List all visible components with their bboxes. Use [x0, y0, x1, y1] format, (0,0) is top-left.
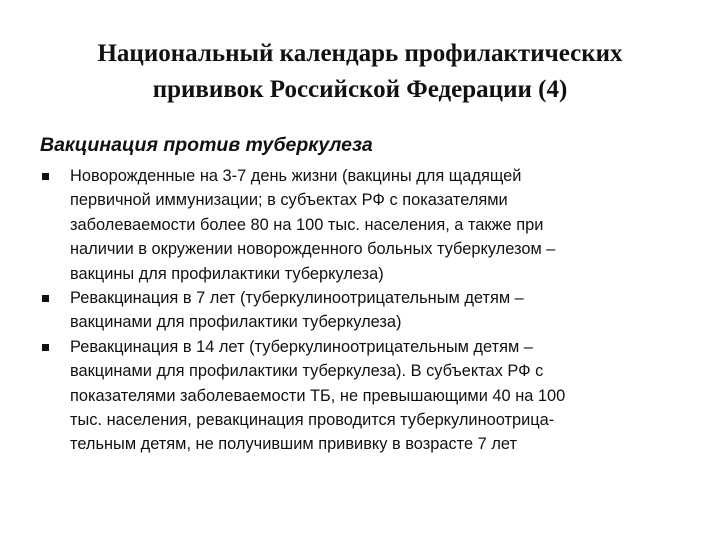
bullet-line: тельным детям, не получившим прививку в возрасте 7 лет — [70, 435, 517, 454]
bullet-line: заболеваемости более 80 на 100 тыс. населения, а также при — [70, 215, 544, 234]
bullet-line: вакцины для профилактики туберкулеза) — [70, 264, 384, 283]
bullet-line: наличии в окружении новорожденного больных туберкулезом – — [70, 240, 556, 259]
square-bullet-icon — [42, 295, 49, 302]
bullet-item — [40, 164, 700, 286]
slide-title — [40, 36, 680, 108]
bullet-line: показателями заболеваемости ТБ, не превышающими 40 на 100 — [70, 386, 566, 405]
bullet-text — [70, 286, 700, 335]
slide-subtitle: Вакцинация против туберкулеза — [40, 134, 373, 156]
bullet-line: вакцинами для профилактики туберкулеза) — [70, 313, 402, 332]
bullet-line: первичной иммунизации; в субъектах РФ с показателями — [70, 191, 508, 210]
slide-title-line: Национальный календарь профилактических — [97, 40, 623, 67]
bullet-text — [70, 164, 700, 286]
bullet-line: вакцинами для профилактики туберкулеза). В субъектах РФ с — [70, 362, 544, 381]
bullet-line: Новорожденные на 3-7 день жизни (вакцины для щадящей — [70, 167, 522, 185]
bullet-line: тыс. населения, ревакцинация проводится туберкулиноотрица- — [70, 411, 555, 430]
square-bullet-icon — [42, 173, 49, 180]
bullet-item — [40, 335, 700, 457]
bullet-line: Ревакцинация в 14 лет (туберкулиноотрицательным детям – — [70, 337, 533, 356]
bullet-text — [70, 335, 700, 457]
slide-title-line: прививок Российской Федерации (4) — [152, 76, 568, 103]
square-bullet-icon — [42, 344, 49, 351]
bullet-line: Ревакцинация в 7 лет (туберкулиноотрицательным детям – — [70, 289, 524, 308]
bullet-item — [40, 286, 700, 335]
bullet-list — [40, 164, 700, 457]
